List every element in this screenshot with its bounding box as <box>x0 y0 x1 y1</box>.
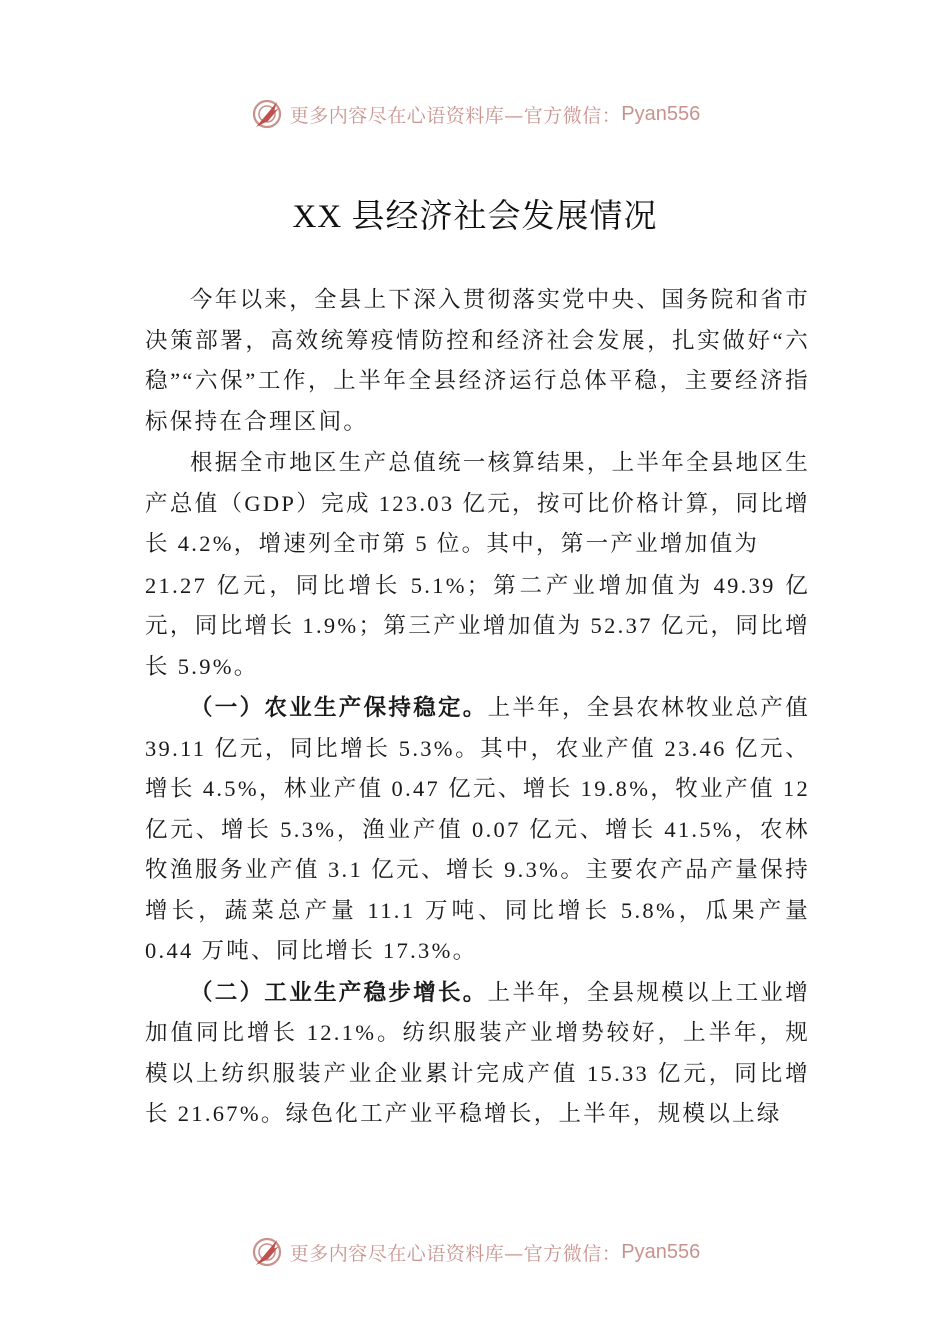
watermark-text: 更多内容尽在心语资料库—官方微信： <box>289 1242 622 1265</box>
document-body <box>145 280 810 1136</box>
quill-logo-icon <box>250 97 284 131</box>
paragraph: 今年以来，全县上下深入贯彻落实党中央、国务院和省市决策部署，高效统筹疫情防控和经济社会发展，扎实做好“六稳”“六保”工作，上半年全县经济运行总体平稳，主要经济指标保持在合理区间。 <box>145 287 811 434</box>
watermark-handle: Pyan556 <box>621 1240 701 1263</box>
paragraph: （二）工业生产稳步增长。上半年，全县规模以上工业增加值同比增长 12.1%。纺织服装产业增势较好，上半年，规模以上纺织服装产业企业累计完成产值 15.33 亿元，同比增长 21.67%。绿色化工产业平稳增长，上半年，规模以上绿 <box>145 979 811 1126</box>
section-heading: （一）农业生产保持稳定。 <box>190 695 488 720</box>
document-title: XX 县经济社会发展情况 <box>292 199 658 235</box>
section-heading: （二）工业生产稳步增长。 <box>190 979 488 1005</box>
paragraph: 根据全市地区生产总值统一核算结果，上半年全县地区生产总值（GDP）完成 123.03 亿元，按可比价格计算，同比增长 4.2%，增速列全市第 5 位。其中，第一产业增加值为 <box>145 450 811 556</box>
paragraph: （一）农业生产保持稳定。上半年，全县农林牧业总产值 39.11 亿元，同比增长 5.3%。其中，农业产值 23.46 亿元、增长 4.5%，林业产值 0.47 亿元、增长 19.8%，牧业产值 12 亿元、增长 5.3%，渔业产值 0.07 亿元、增长 41.5%，农林牧渔服务业产值 3.1 亿元、增长 9.3%。主要农产品产量保持增长，蔬菜总产量 11.1 万吨、同比增长 5.8%，瓜果产量 0.44 万吨、同比增长 17.3%。 <box>145 695 811 963</box>
watermark-header <box>0 94 950 134</box>
watermark-footer <box>0 1232 950 1272</box>
watermark-text: 更多内容尽在心语资料库—官方微信： <box>289 104 622 127</box>
paragraph: 21.27 亿元，同比增长 5.1%；第二产业增加值为 49.39 亿元，同比增长 1.9%；第三产业增加值为 52.37 亿元，同比增长 5.9%。 <box>145 572 810 679</box>
watermark-handle: Pyan556 <box>621 102 701 125</box>
quill-logo-icon <box>250 1235 284 1269</box>
